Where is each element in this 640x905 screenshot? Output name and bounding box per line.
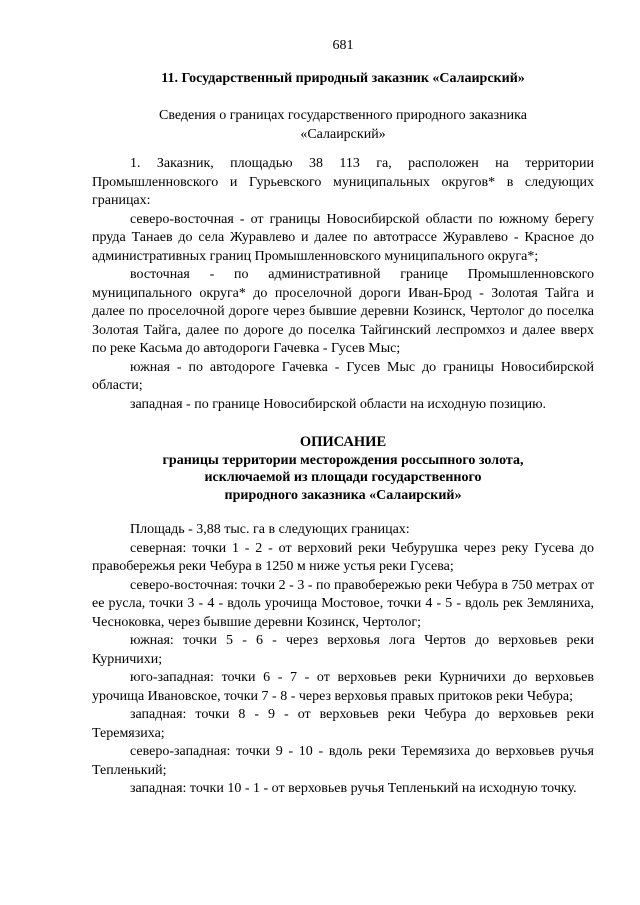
section-title: 11. Государственный природный заказник «Салаирский» bbox=[161, 71, 525, 86]
description-item-southwest: юго-западная: точки 6 - 7 - от верховьев реки Курничихи до верховьев урочища Ивановское, точки 7 - 8 - через верховья правых притоков реки Чебура; bbox=[92, 670, 594, 704]
description-subtitle-line-1: границы территории месторождения россыпного золота, bbox=[162, 452, 524, 468]
description-title: ОПИСАНИЕ bbox=[299, 434, 387, 450]
description-item-west: западная: точки 8 - 9 - от верховьев реки Чебура до верховьев реки Теремязиха; bbox=[92, 707, 594, 741]
description-item-northeast: северо-восточная: точки 2 - 3 - по правобережью реки Чебура в 750 метрах от ее русла, точки 3 - 4 - вдоль урочища Мостовое, точки 4 - 5 - вдоль рек Земляниха, Чесноковка, через бывшие деревни Козинск, Чертолог; bbox=[92, 577, 594, 630]
page-number: 681 bbox=[332, 38, 354, 53]
description-item-northwest: северо-западная: точки 9 - 10 - вдоль реки Теремязиха до верховьев ручья Тепленький; bbox=[92, 744, 594, 778]
description-subtitle-line-2: исключаемой из площади государственного bbox=[204, 470, 482, 485]
description-subtitle-line-3: природного заказника «Салаирский» bbox=[224, 487, 462, 503]
boundary-east: восточная - по административной границе Промышленновского муниципального округа* до проселочной дороги Иван-Брод - Золотая Тайга и далее по проселочной дороге через бывшие деревни Козинск, Чертолог до поселка Золотая Тайга, далее по дороге до поселка Тайгинский леспромхоз и далее вверх по реке Касьма до автодороги Гачевка - Гусев Мыс; bbox=[92, 267, 594, 356]
boundaries-text bbox=[92, 155, 594, 414]
description-item-north: северная: точки 1 - 2 - от верховий реки Чебурушка через реку Гусева до правобережья реки Чебура в 1250 м ниже устья реки Гусева; bbox=[92, 540, 594, 574]
boundaries-subtitle bbox=[92, 107, 594, 144]
description-item-south: южная: точки 5 - 6 - через верховья лога Чертов до верховьев реки Курничихи; bbox=[92, 633, 594, 667]
boundary-northeast: северо-восточная - от границы Новосибирской области по южному берегу пруда Танаев до села Журавлево и далее по автотрассе Журавлево - Красное до административных границ Промышленновского муниципального округа*; bbox=[92, 211, 594, 264]
boundary-west: западная - по границе Новосибирской области на исходную позицию. bbox=[130, 396, 547, 412]
description-text bbox=[92, 521, 594, 799]
description-heading bbox=[92, 434, 594, 504]
boundaries-intro: 1. Заказник, площадью 38 113 га, расположен на территории Промышленновского и Гурьевского муниципальных округов* в следующих границах: bbox=[92, 156, 594, 208]
boundaries-subtitle-line-1: Сведения о границах государственного природного заказника bbox=[159, 108, 527, 123]
description-area: Площадь - 3,88 тыс. га в следующих границах: bbox=[130, 522, 410, 537]
description-item-west-2: западная: точки 10 - 1 - от верховьев ручья Тепленький на исходную точку. bbox=[130, 781, 577, 796]
boundary-south: южная - по автодороге Гачевка - Гусев Мыс до границы Новосибирской области; bbox=[92, 359, 594, 393]
boundaries-subtitle-line-2: «Салаирский» bbox=[300, 126, 386, 142]
